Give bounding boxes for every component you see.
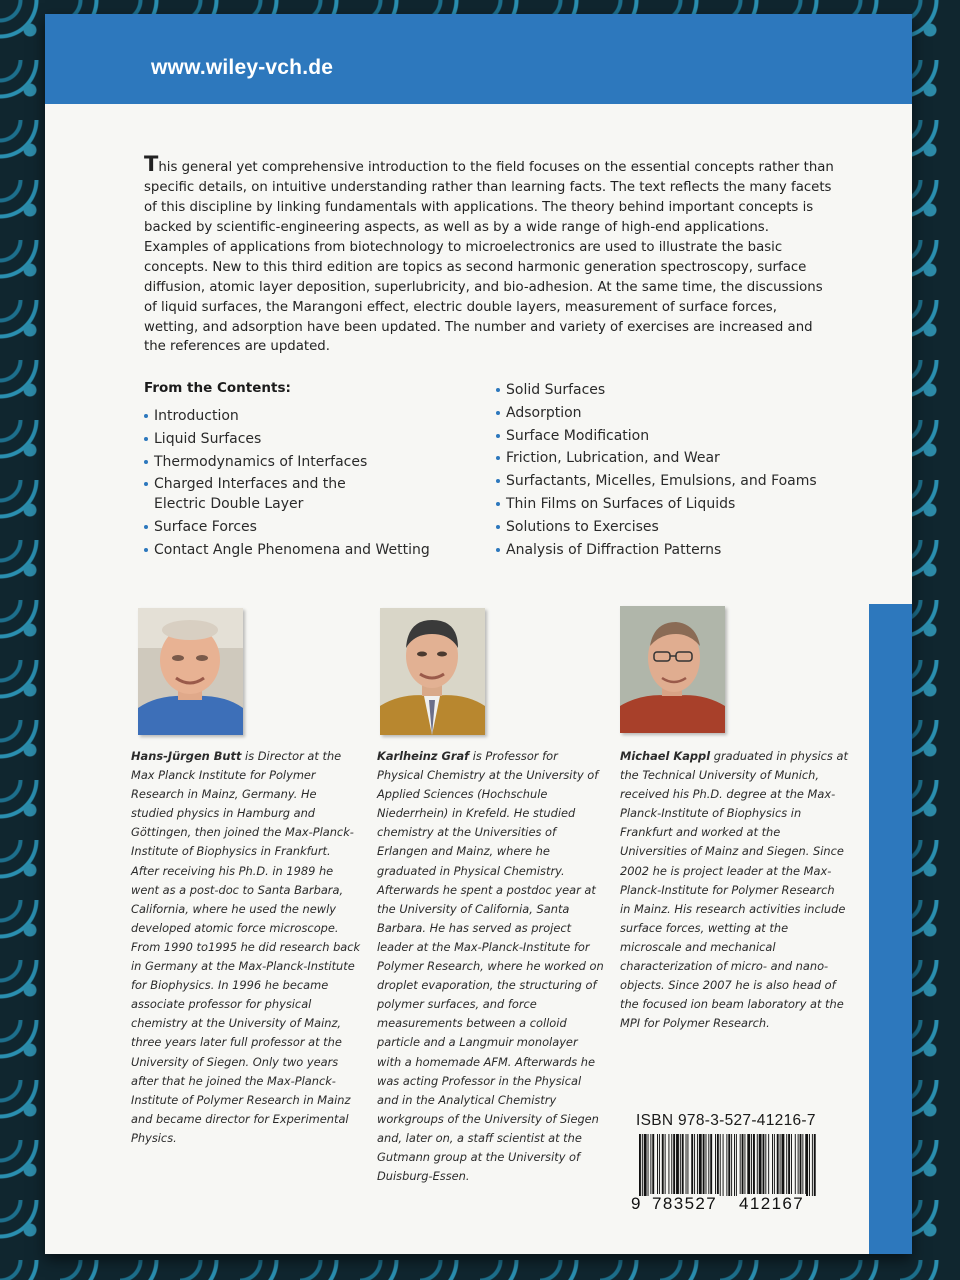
barcode-bar: [757, 1134, 758, 1196]
contents-item: Solutions to Exercises: [496, 517, 856, 537]
author-name: Michael Kappl: [620, 749, 711, 763]
contents-item: Liquid Surfaces: [144, 429, 484, 449]
barcode-bar: [812, 1134, 813, 1196]
barcode-bar: [697, 1134, 698, 1196]
barcode-bar: [680, 1134, 681, 1196]
barcode-bar: [659, 1134, 660, 1196]
barcode-bar: [710, 1134, 712, 1196]
contents-item: Surfactants, Micelles, Emulsions, and Foams: [496, 471, 856, 491]
barcode-bar: [782, 1134, 785, 1196]
contents-list-left: [144, 406, 484, 563]
author-photo-kappl: [620, 606, 725, 733]
contents-item: Surface Forces: [144, 517, 484, 537]
barcode-bar: [777, 1134, 779, 1196]
barcode-bar: [703, 1134, 705, 1196]
barcode-bar: [780, 1134, 781, 1196]
book-back-cover: [45, 14, 912, 1254]
barcode-bar: [809, 1134, 810, 1196]
barcode-bar: [772, 1134, 773, 1196]
contents-item: Thermodynamics of Interfaces: [144, 452, 484, 472]
author-bio-kappl: [620, 747, 848, 1033]
isbn-label: ISBN 978-3-527-41216-7: [636, 1112, 816, 1129]
contents-item: Adsorption: [496, 403, 856, 423]
contents-item: Thin Films on Surfaces of Liquids: [496, 494, 856, 514]
author-photo-graf: [380, 608, 485, 735]
barcode-bar: [805, 1134, 808, 1196]
barcode-bar: [673, 1134, 675, 1196]
barcode-bar: [650, 1134, 651, 1196]
barcode-bar: [699, 1134, 702, 1196]
author-bio-text: is Professor for Physical Chemistry at the University of Applied Sciences (Hochschule Niederrhein) in Krefeld. He studied chemistry at the Universities of Erlangen and Mainz, where he graduated in Physical Chemistry. Afterwards he spent a postdoc year at the University of California, Santa Barbara. He has served as project leader at the Max-Planck-Institute for Polymer Research, where he worked on droplet evaporation, the structuring of polymer surfaces, and force measurements between a colloid particle and a Langmuir monolayer with a homemade AFM. Afterwards he was acting Professor in the Physical and in the Analytical Chemistry workgroups of the University of Siegen and, later on, a staff scientist at the Gutmann group at the University of Duisburg-Essen.: [377, 749, 604, 1184]
barcode-bar: [795, 1134, 796, 1196]
author-name: Hans-Jürgen Butt: [131, 749, 242, 763]
author-bio-graf: [377, 747, 605, 1186]
description-text: his general yet comprehensive introduction to the field focuses on the essential concepts rather than specific details, on intuitive understanding rather than learning facts. The text reflects the many facets of this discipline by linking fundamentals with applications. The theory behind important concepts is backed by scientific-engineering aspects, as well as by a wide range of high-end applications. Examples of applications from biotechnology to microelectronics are used to illustrate the basic concepts. New to this third edition are topics as second harmonic generation spectroscopy, surface diffusion, atomic layer deposition, superlubricity, and bio-adhesion. At the same time, the discussions of liquid surfaces, the Marangoni effect, electric double layers, measurement of surface forces, wetting, and adsorption have been updated. The number and variety of exercises are increased and the references are updated.: [144, 160, 834, 355]
barcode-bar: [742, 1134, 744, 1196]
barcode-bar: [720, 1134, 721, 1196]
contents-item: Surface Modification: [496, 426, 856, 446]
barcode-bar: [665, 1134, 666, 1196]
description-paragraph: [144, 152, 834, 357]
contents-item: Analysis of Diffraction Patterns: [496, 540, 856, 560]
barcode-bar: [751, 1134, 752, 1196]
barcode-bar: [648, 1134, 649, 1196]
barcode-bar: [814, 1134, 816, 1196]
barcode-bar: [791, 1134, 792, 1196]
drop-cap: T: [144, 152, 159, 177]
barcode-bar: [798, 1134, 799, 1196]
contents-item: Solid Surfaces: [496, 380, 856, 400]
barcode-digits-left: 783527: [652, 1194, 718, 1213]
barcode-bar: [765, 1134, 766, 1196]
barcode-bar: [731, 1134, 732, 1196]
barcode-bar: [687, 1134, 688, 1196]
barcode-bar: [786, 1134, 787, 1196]
contents-item: Charged Interfaces and the Electric Double Layer: [144, 474, 369, 514]
barcode-bar: [708, 1134, 709, 1196]
barcode-bar: [706, 1134, 707, 1196]
barcode-digits-right: 412167: [739, 1194, 805, 1213]
barcode-bar: [774, 1134, 775, 1196]
barcode-bar: [728, 1134, 730, 1196]
contents-item: Friction, Lubrication, and Wear: [496, 448, 856, 468]
barcode-bar: [652, 1134, 654, 1196]
barcode-bar: [682, 1134, 684, 1196]
side-blue-band: [869, 604, 912, 1254]
barcode-bar: [694, 1134, 695, 1196]
publisher-url: www.wiley-vch.de: [151, 56, 334, 79]
barcode-bar: [642, 1134, 643, 1196]
barcode-bar: [736, 1134, 737, 1196]
barcode-bar: [723, 1134, 724, 1196]
barcode-bar: [759, 1134, 762, 1196]
barcode-bar: [691, 1134, 693, 1196]
barcode-bar: [753, 1134, 755, 1196]
barcode-bar: [639, 1134, 641, 1196]
barcode-bar: [657, 1134, 658, 1196]
barcode-bar: [800, 1134, 802, 1196]
contents-heading: From the Contents:: [144, 380, 291, 396]
barcode-bar: [662, 1134, 664, 1196]
author-name: Karlheinz Graf: [377, 749, 470, 763]
barcode-bar: [676, 1134, 679, 1196]
author-photo-butt: [138, 608, 243, 735]
contents-list-right: [496, 380, 856, 562]
barcode-bar: [734, 1134, 735, 1196]
author-bio-butt: [131, 747, 361, 1148]
barcode-bar: [747, 1134, 750, 1196]
barcode-bar: [644, 1134, 647, 1196]
barcode-bar: [668, 1134, 669, 1196]
author-bio-text: is Director at the Max Planck Institute for Polymer Research in Mainz, Germany. He studied physics in Hamburg and Göttingen, then joined the Max-Planck-Institute of Biophysics in Frankfurt. After receiving his Ph.D. in 1989 he went as a post-doc to Santa Barbara, California, where he used the newly developed atomic force microscope. From 1990 to1995 he did research back in Germany at the Max-Planck-Institute for Biophysics. In 1996 he became associate professor for physical chemistry at the University of Mainz, three years later full professor at the University of Siegen. Only two years after that he joined the Max-Planck-Institute of Polymer Research in Mainz and became director for Experimental Physics.: [131, 749, 361, 1145]
barcode-bar: [671, 1134, 672, 1196]
contents-item: Introduction: [144, 406, 484, 426]
barcode-bar: [715, 1134, 716, 1196]
author-bio-text: graduated in physics at the Technical University of Munich, received his Ph.D. degree at the Max-Planck-Institute of Biophysics in Frankfurt and worked at the Universities of Mainz and Siegen. Since 2002 he is project leader at the Max-Planck-Institute for Polymer Research in Mainz. His research activities include surface forces, wetting at the microscale and mechanical characterization of micro- and nano-objects. Since 2007 he is also head of the focused ion beam laboratory at the MPI for Polymer Research.: [620, 749, 848, 1031]
top-blue-band: [45, 14, 912, 104]
barcode-bar: [726, 1134, 727, 1196]
contents-item: Contact Angle Phenomena and Wetting: [144, 540, 484, 560]
barcode-bar: [717, 1134, 719, 1196]
barcode-bar: [763, 1134, 765, 1196]
barcode-bar: [788, 1134, 790, 1196]
barcode-bar: [802, 1134, 803, 1196]
barcode-bar: [744, 1134, 745, 1196]
barcode-digit-prefix: 9: [631, 1194, 642, 1213]
barcode-bar: [686, 1134, 687, 1196]
barcode-bar: [740, 1134, 741, 1196]
barcode-bar: [768, 1134, 769, 1196]
